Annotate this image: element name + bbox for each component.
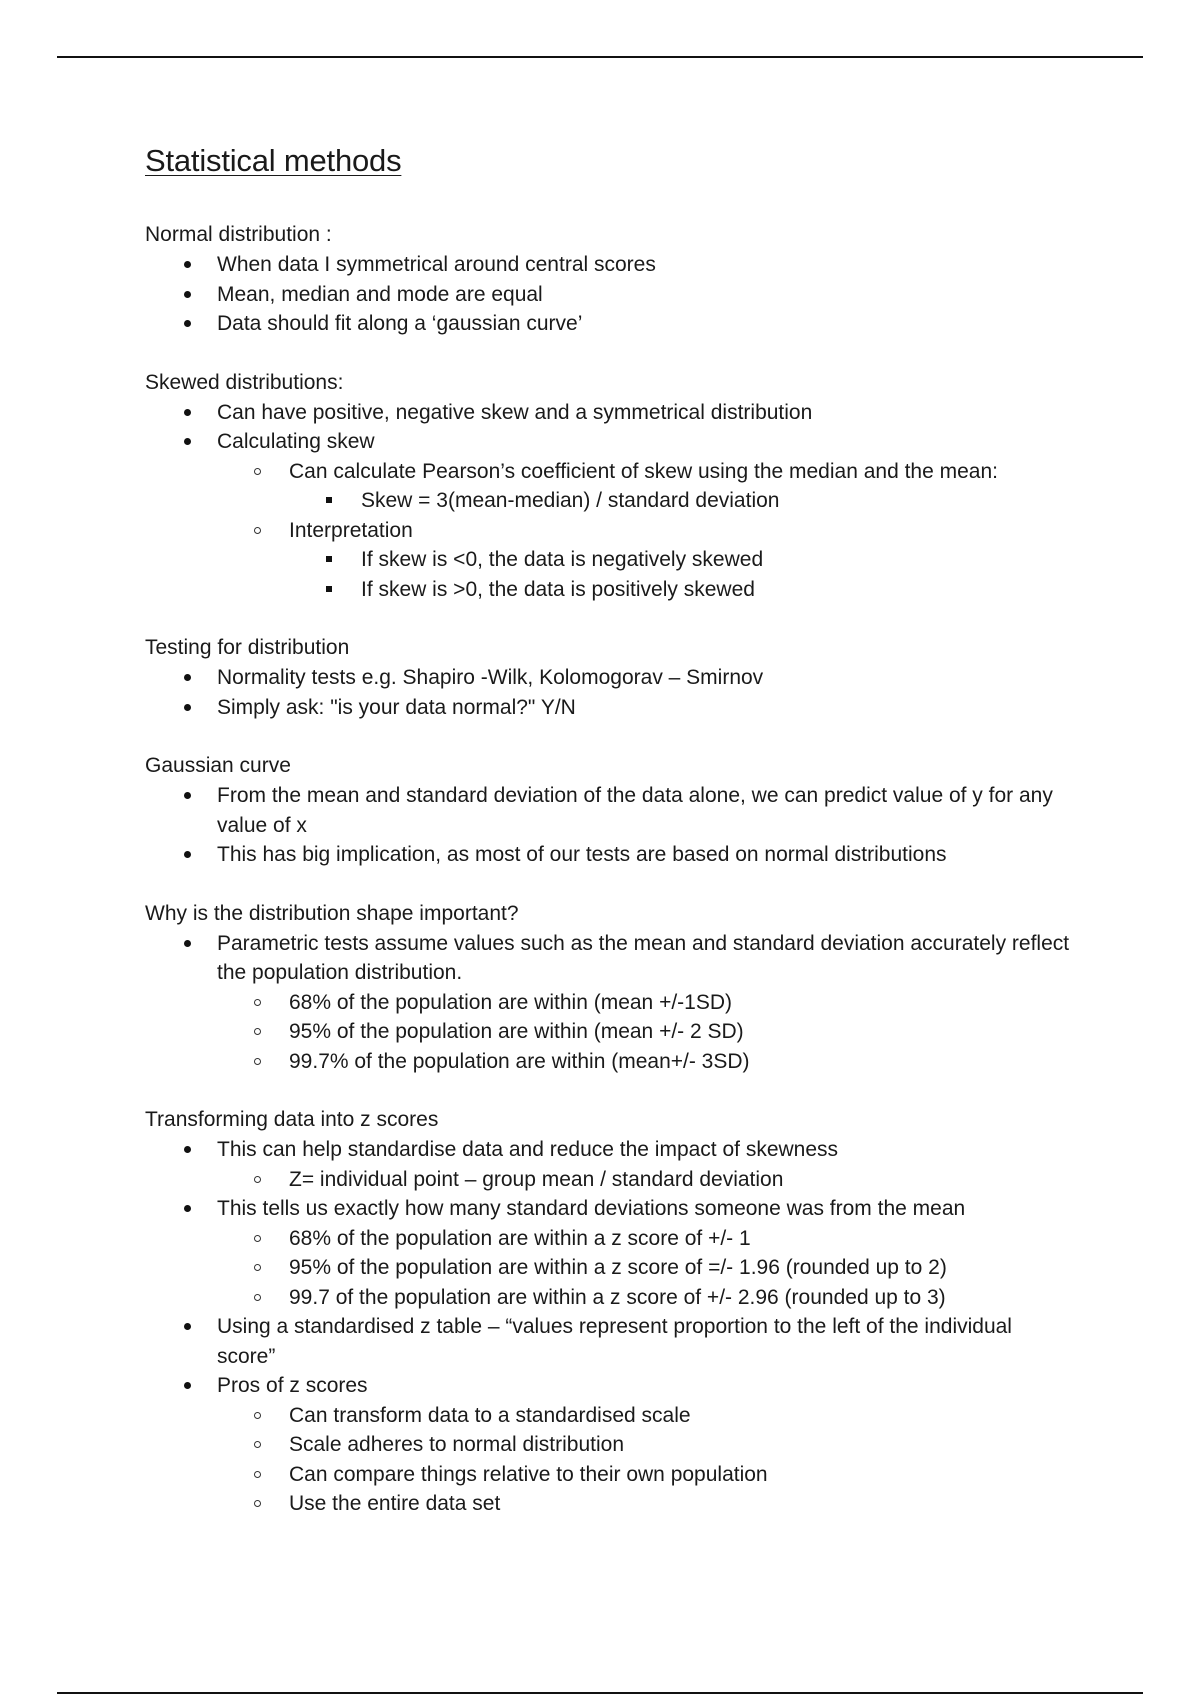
sub-list-item: 68% of the population are within a z score of +/- 1 xyxy=(217,1224,1075,1254)
list-item: This has big implication, as most of our tests are based on normal distributions xyxy=(145,840,1075,870)
list-item-text: Pros of z scores xyxy=(217,1374,368,1397)
list-item xyxy=(145,1194,1075,1312)
list-item-text: Can calculate Pearson’s coefficient of skew using the median and the mean: xyxy=(289,459,998,483)
section-heading: Testing for distribution xyxy=(145,636,350,659)
footer-rule xyxy=(57,1692,1143,1694)
list-item: Normality tests e.g. Shapiro -Wilk, Kolomogorav – Smirnov xyxy=(145,663,1075,693)
list-item xyxy=(145,1135,1075,1194)
list-item xyxy=(145,929,1075,1077)
list-item: Simply ask: "is your data normal?" Y/N xyxy=(145,693,1075,723)
section-heading: Why is the distribution shape important? xyxy=(145,901,519,925)
sub-list-item xyxy=(217,457,1075,516)
list-item: Can have positive, negative skew and a symmetrical distribution xyxy=(145,398,1075,428)
list-item-text: Interpretation xyxy=(289,518,413,542)
list-item-text: This can help standardise data and reduce the impact of skewness xyxy=(217,1138,839,1161)
sub-list-item: Z= individual point – group mean / standard deviation xyxy=(217,1165,1075,1195)
sub-list-item: 99.7% of the population are within (mean+/- 3SD) xyxy=(217,1047,1075,1077)
list-item-text: Parametric tests assume values such as the mean and standard deviation accurately reflect the population distribution. xyxy=(217,931,1070,984)
formula-item: Skew = 3(mean-median) / standard deviation xyxy=(289,486,1075,516)
section-testing-distribution xyxy=(145,633,1075,722)
sub-list-item: 95% of the population are within a z score of =/- 1.96 (rounded up to 2) xyxy=(217,1253,1075,1283)
sub-sub-list-item: If skew is >0, the data is positively skewed xyxy=(289,575,1075,605)
list-item: Mean, median and mode are equal xyxy=(145,280,1075,310)
sub-list-item: Can compare things relative to their own population xyxy=(217,1460,1075,1490)
list-item-text: Calculating skew xyxy=(217,430,375,453)
sub-list-item xyxy=(217,516,1075,605)
section-normal-distribution xyxy=(145,220,1075,339)
list-item: From the mean and standard deviation of the data alone, we can predict value of y for any value of x xyxy=(145,781,1075,840)
document-body xyxy=(145,143,1075,1548)
list-item: Using a standardised z table – “values represent proportion to the left of the individual score” xyxy=(145,1312,1075,1371)
header-rule xyxy=(57,56,1143,58)
section-z-scores xyxy=(145,1105,1075,1519)
sub-list-item: Use the entire data set xyxy=(217,1489,1075,1519)
sub-sub-list-item: If skew is <0, the data is negatively skewed xyxy=(289,545,1075,575)
sub-list-item: 68% of the population are within (mean +/-1SD) xyxy=(217,988,1075,1018)
list-item xyxy=(145,1371,1075,1519)
list-item: When data I symmetrical around central scores xyxy=(145,250,1075,280)
list-item xyxy=(145,427,1075,604)
page-title: Statistical methods xyxy=(145,143,402,178)
list-item: Data should fit along a ‘gaussian curve’ xyxy=(145,309,1075,339)
section-gaussian-curve xyxy=(145,751,1075,870)
list-item-text: This tells us exactly how many standard deviations someone was from the mean xyxy=(217,1197,966,1220)
section-heading: Gaussian curve xyxy=(145,754,291,777)
section-heading: Transforming data into z scores xyxy=(145,1108,439,1131)
sub-list-item: Can transform data to a standardised scale xyxy=(217,1401,1075,1431)
sub-list-item: 99.7 of the population are within a z score of +/- 2.96 (rounded up to 3) xyxy=(217,1283,1075,1313)
section-heading: Normal distribution : xyxy=(145,223,332,246)
section-skewed-distributions xyxy=(145,368,1075,605)
section-why-distribution xyxy=(145,899,1075,1077)
sub-list-item: 95% of the population are within (mean +/- 2 SD) xyxy=(217,1017,1075,1047)
section-heading: Skewed distributions: xyxy=(145,370,344,394)
sub-list-item: Scale adheres to normal distribution xyxy=(217,1430,1075,1460)
